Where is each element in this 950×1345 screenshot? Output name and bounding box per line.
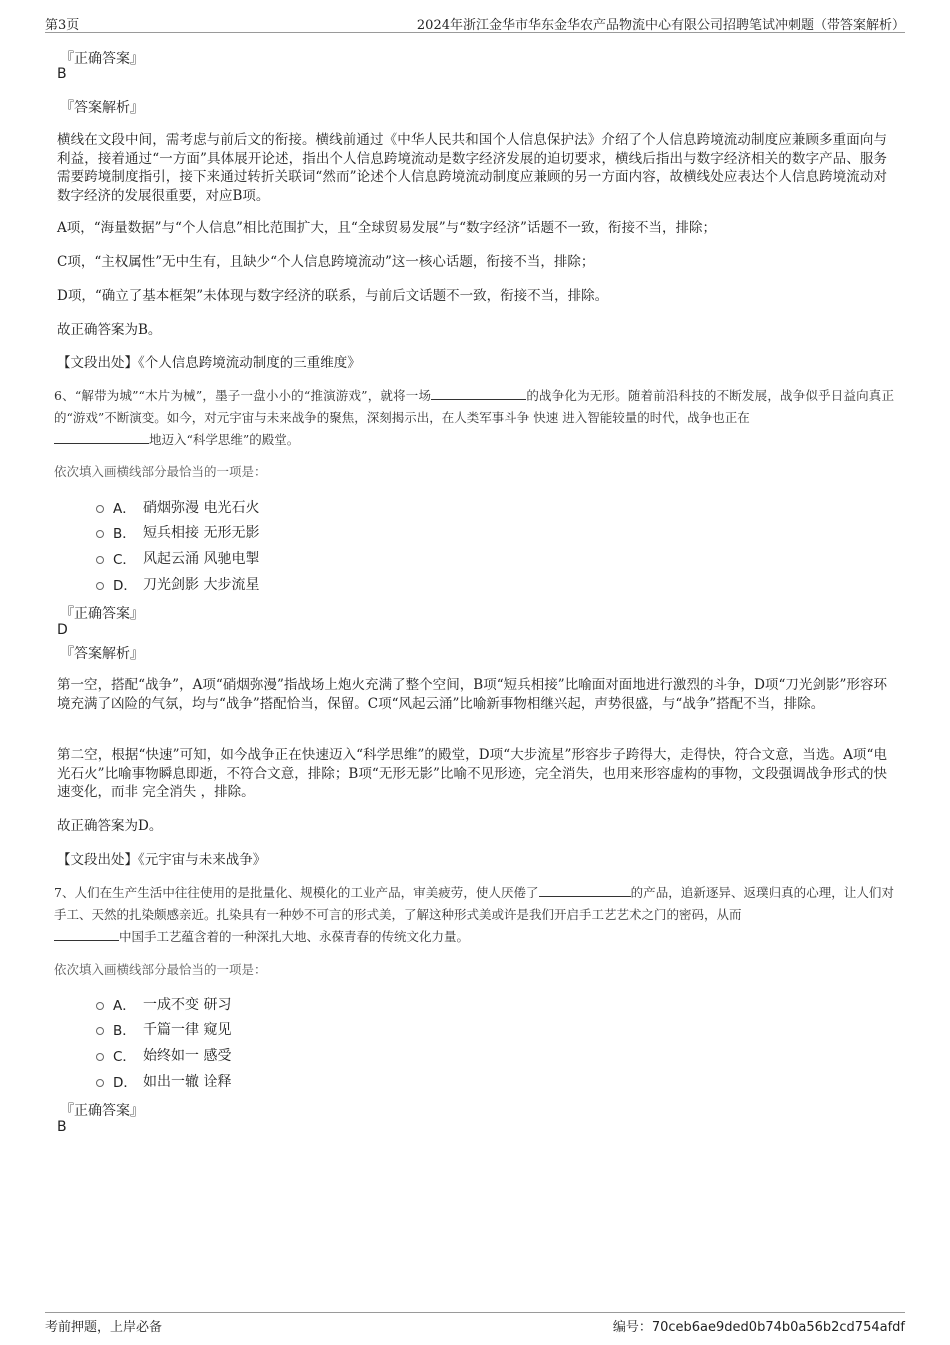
q7-option-d[interactable]: D． 如出一辙 诠释 bbox=[96, 1071, 231, 1091]
q6-stem-part-a: 6、“解带为城”“木片为械”，墨子一盘小小的“推演游戏”，就将一场 bbox=[54, 388, 432, 403]
q7-blank-1 bbox=[539, 884, 631, 897]
q6-blank-1 bbox=[431, 387, 526, 400]
page-number: 第3页 bbox=[45, 18, 80, 33]
footer-slogan: 考前押题，上岸必备 bbox=[45, 1320, 163, 1335]
q7-stem-part-a: 7、人们在生产生活中往往使用的是批量化、规模化的工业产品，审美疲劳，使人厌倦了 bbox=[54, 885, 539, 900]
q5-analysis-label: 『答案解析』 bbox=[60, 100, 144, 116]
q7-prompt: 依次填入画横线部分最恰当的一项是： bbox=[54, 962, 267, 977]
radio-icon[interactable] bbox=[96, 582, 104, 590]
radio-icon[interactable] bbox=[96, 1002, 104, 1010]
q6-conclusion: 故正确答案为D。 bbox=[57, 818, 163, 834]
radio-icon[interactable] bbox=[96, 530, 104, 538]
q6-blank-2 bbox=[54, 431, 149, 444]
q5-analysis-p3: C项，“主权属性”无中生有，且缺少“个人信息跨境流动”这一核心话题，衔接不当，排除； bbox=[57, 254, 595, 270]
radio-icon[interactable] bbox=[96, 505, 104, 513]
q6-analysis-label: 『答案解析』 bbox=[60, 646, 144, 662]
q6-option-a[interactable]: A． 硝烟弥漫 电光石火 bbox=[96, 497, 259, 517]
radio-icon[interactable] bbox=[96, 1079, 104, 1087]
q5-correct-answer: B bbox=[57, 66, 67, 82]
q6-source: 【文段出处】《元宇宙与未来战争》 bbox=[57, 852, 267, 868]
document-code: 编号：70ceb6ae9ded0b74b0a56b2cd754afdf bbox=[612, 1320, 905, 1335]
q7-option-b[interactable]: B． 千篇一律 窥见 bbox=[96, 1019, 231, 1039]
q5-correct-label: 『正确答案』 bbox=[60, 51, 144, 67]
q6-stem-part-b: 的战争化为无形。随着前沿科技的不断发展，战争似乎日益向真正的“游戏”不断演变。如今，对元宇宙与未来战争的聚焦，深刻揭示出，在人类军事斗争 快速 进入智能较量的时代，战争也正在 bbox=[54, 388, 894, 425]
q5-source: 【文段出处】《个人信息跨境流动制度的三重维度》 bbox=[57, 355, 361, 371]
q5-analysis-p1: 横线在文段中间，需考虑与前后文的衔接。横线前通过《中华人民共和国个人信息保护法》介绍了个人信息跨境流动制度应兼顾多重面向与利益，接着通过“一方面”具体展开论述，指出个人信息跨境流动是数字经济发展的迫切要求，横线后指出与数字经济相关的数字产品、服务需要跨境制度指引，接下来通过转折关联词“然而”论述个人信息跨境流动制度应兼顾的另一方面内容，故横线处应表达个人信息跨境流动对数字经济的发展很重要，对应B项。 bbox=[57, 132, 887, 204]
page-header bbox=[45, 14, 905, 33]
q7-option-a[interactable]: A． 一成不变 研习 bbox=[96, 994, 231, 1014]
q7-stem-part-c: 中国手工艺蕴含着的一种深扎大地、永葆青春的传统文化力量。 bbox=[119, 929, 470, 944]
q5-analysis-p2: A项，“海量数据”与“个人信息”相比范围扩大，且“全球贸易发展”与“数字经济”话题不一致，衔接不当，排除； bbox=[57, 220, 716, 236]
q6-option-d[interactable]: D． 刀光剑影 大步流星 bbox=[96, 574, 259, 594]
q7-correct-answer: B bbox=[57, 1119, 67, 1135]
q7-blank-2 bbox=[54, 928, 119, 941]
q6-correct-label: 『正确答案』 bbox=[60, 606, 144, 622]
q5-conclusion: 故正确答案为B。 bbox=[57, 322, 162, 338]
q6-option-c[interactable]: C． 风起云涌 风驰电掣 bbox=[96, 548, 259, 568]
radio-icon[interactable] bbox=[96, 1053, 104, 1061]
document-title: 2024年浙江金华市华东金华农产品物流中心有限公司招聘笔试冲刺题（带答案解析） bbox=[416, 18, 905, 33]
q6-stem bbox=[54, 385, 894, 451]
page-footer bbox=[45, 1312, 905, 1335]
q5-analysis-p4: D项，“确立了基本框架”未体现与数字经济的联系，与前后文话题不一致，衔接不当，排除。 bbox=[57, 288, 609, 304]
q6-analysis-p1: 第一空，搭配“战争”，A项“硝烟弥漫”指战场上炮火充满了整个空间，B项“短兵相接”比喻面对面地进行激烈的斗争，D项“刀光剑影”形容环境充满了凶险的气氛，均与“战争”搭配恰当，保留。C项“风起云涌”比喻新事物相继兴起，声势很盛，与“战争”搭配不当，排除。 bbox=[57, 677, 887, 712]
q6-correct-answer: D bbox=[57, 622, 68, 638]
radio-icon[interactable] bbox=[96, 1027, 104, 1035]
q6-stem-part-c: 地迈入“科学思维”的殿堂。 bbox=[149, 432, 300, 447]
q7-stem-part-b: 的产品，追新逐异、返璞归真的心理，让人们对手工、天然的扎染颇感亲近。扎染具有一种妙不可言的形式美，了解这种形式美或许是我们开启手工艺艺术之门的密码，从而 bbox=[54, 885, 894, 922]
q6-prompt: 依次填入画横线部分最恰当的一项是： bbox=[54, 464, 267, 479]
q6-analysis-p2: 第二空，根据“快速”可知，如今战争正在快速迈入“科学思维”的殿堂，D项“大步流星”形容步子跨得大，走得快，符合文意，当选。A项“电光石火”比喻事物瞬息即逝，不符合文意，排除；B项“无形无影”比喻不见形迹，完全消失，也用来形容虚构的事物，文段强调战争形式的快速变化，而非 完全消失 ，排除。 bbox=[57, 747, 887, 800]
q7-correct-label: 『正确答案』 bbox=[60, 1103, 144, 1119]
radio-icon[interactable] bbox=[96, 556, 104, 564]
q7-option-c[interactable]: C． 始终如一 感受 bbox=[96, 1045, 231, 1065]
q6-option-b[interactable]: B． 短兵相接 无形无影 bbox=[96, 522, 259, 542]
q7-stem bbox=[54, 882, 894, 948]
